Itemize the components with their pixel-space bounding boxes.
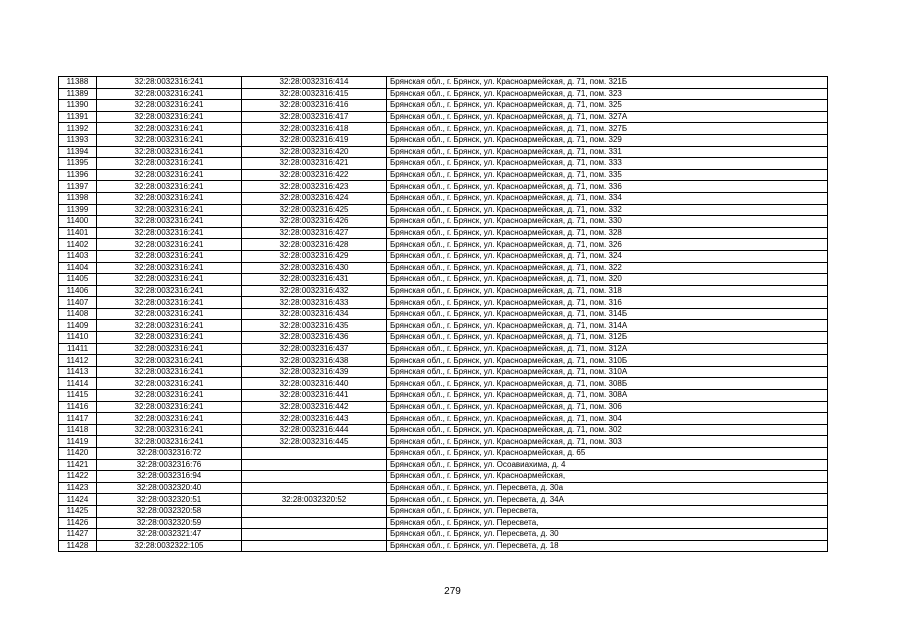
table-row: [59, 88, 828, 100]
address-cell: Брянская обл., г. Брянск, ул. Пересвета, д. 30: [387, 529, 828, 541]
table-row: [59, 505, 828, 517]
premises-cadastral-number-cell: 32:28:0032316:445: [242, 436, 387, 448]
row-number-cell: 11392: [59, 123, 97, 135]
premises-cadastral-number-cell: [242, 529, 387, 541]
table-row: [59, 192, 828, 204]
cadastral-number-cell: 32:28:0032316:241: [97, 285, 242, 297]
cadastral-number-cell: 32:28:0032316:241: [97, 227, 242, 239]
table-row: [59, 181, 828, 193]
cadastral-number-cell: 32:28:0032316:241: [97, 343, 242, 355]
premises-cadastral-number-cell: 32:28:0032316:432: [242, 285, 387, 297]
address-cell: Брянская обл., г. Брянск, ул. Красноармейская, д. 71, пом. 328: [387, 227, 828, 239]
address-cell: Брянская обл., г. Брянск, ул. Красноармейская, д. 71, пом. 320: [387, 274, 828, 286]
table-row: [59, 494, 828, 506]
address-cell: Брянская обл., г. Брянск, ул. Красноармейская, д. 71, пом. 333: [387, 158, 828, 170]
address-cell: Брянская обл., г. Брянск, ул. Красноармейская, д. 71, пом. 326: [387, 239, 828, 251]
table-row: [59, 436, 828, 448]
cadastral-number-cell: 32:28:0032316:241: [97, 274, 242, 286]
table-row: [59, 482, 828, 494]
table-row: [59, 320, 828, 332]
cadastral-number-cell: 32:28:0032316:241: [97, 424, 242, 436]
row-number-cell: 11409: [59, 320, 97, 332]
address-cell: Брянская обл., г. Брянск, ул. Пересвета, д. 18: [387, 540, 828, 552]
address-cell: Брянская обл., г. Брянск, ул. Красноармейская, д. 71, пом. 312А: [387, 343, 828, 355]
table-row: [59, 285, 828, 297]
premises-cadastral-number-cell: 32:28:0032316:419: [242, 134, 387, 146]
premises-cadastral-number-cell: 32:28:0032316:431: [242, 274, 387, 286]
address-cell: Брянская обл., г. Брянск, ул. Красноармейская, д. 71, пом. 302: [387, 424, 828, 436]
table-row: [59, 123, 828, 135]
cadastral-number-cell: 32:28:0032320:40: [97, 482, 242, 494]
table-row: [59, 413, 828, 425]
premises-cadastral-number-cell: [242, 471, 387, 483]
premises-cadastral-number-cell: 32:28:0032316:423: [242, 181, 387, 193]
cadastral-number-cell: 32:28:0032316:241: [97, 390, 242, 402]
address-cell: Брянская обл., г. Брянск, ул. Пересвета, д. 30а: [387, 482, 828, 494]
row-number-cell: 11418: [59, 424, 97, 436]
address-cell: Брянская обл., г. Брянск, ул. Пересвета,: [387, 517, 828, 529]
table-row: [59, 146, 828, 158]
premises-cadastral-number-cell: 32:28:0032316:435: [242, 320, 387, 332]
cadastral-number-cell: 32:28:0032316:241: [97, 320, 242, 332]
premises-cadastral-number-cell: 32:28:0032316:430: [242, 262, 387, 274]
address-cell: Брянская обл., г. Брянск, ул. Красноармейская, д. 71, пом. 308Б: [387, 378, 828, 390]
premises-cadastral-number-cell: [242, 517, 387, 529]
premises-cadastral-number-cell: [242, 448, 387, 460]
address-cell: Брянская обл., г. Брянск, ул. Красноармейская, д. 71, пом. 327Б: [387, 123, 828, 135]
address-cell: Брянская обл., г. Брянск, ул. Красноармейская, д. 71, пом. 308А: [387, 390, 828, 402]
row-number-cell: 11410: [59, 332, 97, 344]
table-row: [59, 401, 828, 413]
row-number-cell: 11426: [59, 517, 97, 529]
row-number-cell: 11393: [59, 134, 97, 146]
premises-cadastral-number-cell: 32:28:0032316:440: [242, 378, 387, 390]
address-cell: Брянская обл., г. Брянск, ул. Красноармейская, д. 71, пом. 322: [387, 262, 828, 274]
premises-cadastral-number-cell: 32:28:0032316:417: [242, 111, 387, 123]
row-number-cell: 11414: [59, 378, 97, 390]
premises-cadastral-number-cell: 32:28:0032316:421: [242, 158, 387, 170]
cadastral-number-cell: 32:28:0032316:241: [97, 239, 242, 251]
premises-cadastral-number-cell: 32:28:0032316:422: [242, 169, 387, 181]
premises-cadastral-number-cell: 32:28:0032316:441: [242, 390, 387, 402]
premises-cadastral-number-cell: [242, 459, 387, 471]
address-cell: Брянская обл., г. Брянск, ул. Красноармейская, д. 71, пом. 324: [387, 250, 828, 262]
address-cell: Брянская обл., г. Брянск, ул. Пересвета,: [387, 505, 828, 517]
table-row: [59, 459, 828, 471]
cadastral-number-cell: 32:28:0032322:105: [97, 540, 242, 552]
cadastral-number-cell: 32:28:0032316:94: [97, 471, 242, 483]
address-cell: Брянская обл., г. Брянск, ул. Красноармейская, д. 71, пом. 331: [387, 146, 828, 158]
row-number-cell: 11420: [59, 448, 97, 460]
premises-cadastral-number-cell: [242, 482, 387, 494]
premises-cadastral-number-cell: 32:28:0032316:438: [242, 355, 387, 367]
cadastral-number-cell: 32:28:0032316:241: [97, 204, 242, 216]
address-cell: Брянская обл., г. Брянск, ул. Красноармейская, д. 71, пом. 314Б: [387, 308, 828, 320]
row-number-cell: 11415: [59, 390, 97, 402]
cadastral-number-cell: 32:28:0032316:241: [97, 134, 242, 146]
table-row: [59, 239, 828, 251]
table-row: [59, 250, 828, 262]
address-cell: Брянская обл., г. Брянск, ул. Красноармейская, д. 71, пом. 310Б: [387, 355, 828, 367]
row-number-cell: 11416: [59, 401, 97, 413]
row-number-cell: 11390: [59, 100, 97, 112]
address-cell: Брянская обл., г. Брянск, ул. Красноармейская,: [387, 471, 828, 483]
cadastral-number-cell: 32:28:0032316:241: [97, 146, 242, 158]
cadastral-number-cell: 32:28:0032316:241: [97, 262, 242, 274]
cadastral-number-cell: 32:28:0032316:241: [97, 123, 242, 135]
table-row: [59, 262, 828, 274]
cadastral-number-cell: 32:28:0032320:51: [97, 494, 242, 506]
table-row: [59, 100, 828, 112]
row-number-cell: 11404: [59, 262, 97, 274]
cadastral-number-cell: 32:28:0032316:241: [97, 216, 242, 228]
row-number-cell: 11406: [59, 285, 97, 297]
premises-cadastral-number-cell: 32:28:0032316:428: [242, 239, 387, 251]
table-row: [59, 540, 828, 552]
address-cell: Брянская обл., г. Брянск, ул. Красноармейская, д. 71, пом. 330: [387, 216, 828, 228]
premises-cadastral-number-cell: 32:28:0032316:418: [242, 123, 387, 135]
premises-cadastral-number-cell: 32:28:0032316:437: [242, 343, 387, 355]
row-number-cell: 11402: [59, 239, 97, 251]
address-cell: Брянская обл., г. Брянск, ул. Красноармейская, д. 71, пом. 335: [387, 169, 828, 181]
premises-cadastral-number-cell: 32:28:0032316:414: [242, 77, 387, 89]
table-row: [59, 204, 828, 216]
premises-cadastral-number-cell: 32:28:0032316:443: [242, 413, 387, 425]
table-row: [59, 517, 828, 529]
premises-cadastral-number-cell: 32:28:0032316:420: [242, 146, 387, 158]
address-cell: Брянская обл., г. Брянск, ул. Красноармейская, д. 71, пом. 321Б: [387, 77, 828, 89]
premises-cadastral-number-cell: 32:28:0032316:415: [242, 88, 387, 100]
table-row: [59, 448, 828, 460]
row-number-cell: 11394: [59, 146, 97, 158]
cadastral-number-cell: 32:28:0032316:241: [97, 378, 242, 390]
row-number-cell: 11407: [59, 297, 97, 309]
cadastral-number-cell: 32:28:0032316:241: [97, 77, 242, 89]
cadastral-number-cell: 32:28:0032316:241: [97, 436, 242, 448]
premises-cadastral-number-cell: 32:28:0032316:434: [242, 308, 387, 320]
table-row: [59, 216, 828, 228]
table-row: [59, 158, 828, 170]
table-row: [59, 471, 828, 483]
cadastral-number-cell: 32:28:0032316:241: [97, 169, 242, 181]
cadastral-number-cell: 32:28:0032320:58: [97, 505, 242, 517]
registry-table: [58, 76, 828, 552]
premises-cadastral-number-cell: [242, 505, 387, 517]
row-number-cell: 11425: [59, 505, 97, 517]
row-number-cell: 11389: [59, 88, 97, 100]
premises-cadastral-number-cell: 32:28:0032316:442: [242, 401, 387, 413]
table-row: [59, 134, 828, 146]
table-row: [59, 332, 828, 344]
premises-cadastral-number-cell: 32:28:0032316:433: [242, 297, 387, 309]
table-row: [59, 366, 828, 378]
cadastral-number-cell: 32:28:0032316:241: [97, 181, 242, 193]
cadastral-number-cell: 32:28:0032316:241: [97, 413, 242, 425]
premises-cadastral-number-cell: [242, 540, 387, 552]
row-number-cell: 11412: [59, 355, 97, 367]
address-cell: Брянская обл., г. Брянск, ул. Красноармейская, д. 71, пом. 325: [387, 100, 828, 112]
address-cell: Брянская обл., г. Брянск, ул. Красноармейская, д. 71, пом. 304: [387, 413, 828, 425]
table-row: [59, 529, 828, 541]
cadastral-number-cell: 32:28:0032316:241: [97, 111, 242, 123]
cadastral-number-cell: 32:28:0032316:241: [97, 401, 242, 413]
table-row: [59, 111, 828, 123]
table-row: [59, 424, 828, 436]
cadastral-number-cell: 32:28:0032316:241: [97, 297, 242, 309]
premises-cadastral-number-cell: 32:28:0032320:52: [242, 494, 387, 506]
premises-cadastral-number-cell: 32:28:0032316:425: [242, 204, 387, 216]
row-number-cell: 11408: [59, 308, 97, 320]
address-cell: Брянская обл., г. Брянск, ул. Красноармейская, д. 71, пом. 310А: [387, 366, 828, 378]
address-cell: Брянская обл., г. Брянск, ул. Красноармейская, д. 71, пом. 314А: [387, 320, 828, 332]
registry-body: [59, 77, 828, 552]
cadastral-number-cell: 32:28:0032316:241: [97, 158, 242, 170]
table-row: [59, 274, 828, 286]
table-row: [59, 390, 828, 402]
row-number-cell: 11427: [59, 529, 97, 541]
address-cell: Брянская обл., г. Брянск, ул. Красноармейская, д. 71, пом. 303: [387, 436, 828, 448]
address-cell: Брянская обл., г. Брянск, ул. Красноармейская, д. 71, пом. 312Б: [387, 332, 828, 344]
cadastral-number-cell: 32:28:0032316:241: [97, 332, 242, 344]
row-number-cell: 11422: [59, 471, 97, 483]
premises-cadastral-number-cell: 32:28:0032316:416: [242, 100, 387, 112]
table-row: [59, 378, 828, 390]
address-cell: Брянская обл., г. Брянск, ул. Осоавиахима, д. 4: [387, 459, 828, 471]
premises-cadastral-number-cell: 32:28:0032316:426: [242, 216, 387, 228]
address-cell: Брянская обл., г. Брянск, ул. Пересвета, д. 34А: [387, 494, 828, 506]
premises-cadastral-number-cell: 32:28:0032316:427: [242, 227, 387, 239]
table-row: [59, 227, 828, 239]
premises-cadastral-number-cell: 32:28:0032316:439: [242, 366, 387, 378]
table-row: [59, 355, 828, 367]
row-number-cell: 11398: [59, 192, 97, 204]
row-number-cell: 11397: [59, 181, 97, 193]
row-number-cell: 11421: [59, 459, 97, 471]
premises-cadastral-number-cell: 32:28:0032316:436: [242, 332, 387, 344]
row-number-cell: 11424: [59, 494, 97, 506]
table-row: [59, 169, 828, 181]
table-row: [59, 308, 828, 320]
cadastral-number-cell: 32:28:0032321:47: [97, 529, 242, 541]
address-cell: Брянская обл., г. Брянск, ул. Красноармейская, д. 71, пом. 329: [387, 134, 828, 146]
cadastral-number-cell: 32:28:0032316:241: [97, 250, 242, 262]
cadastral-number-cell: 32:28:0032316:241: [97, 366, 242, 378]
row-number-cell: 11401: [59, 227, 97, 239]
table-row: [59, 77, 828, 89]
row-number-cell: 11400: [59, 216, 97, 228]
row-number-cell: 11388: [59, 77, 97, 89]
address-cell: Брянская обл., г. Брянск, ул. Красноармейская, д. 71, пом. 316: [387, 297, 828, 309]
cadastral-number-cell: 32:28:0032316:241: [97, 308, 242, 320]
row-number-cell: 11423: [59, 482, 97, 494]
premises-cadastral-number-cell: 32:28:0032316:429: [242, 250, 387, 262]
address-cell: Брянская обл., г. Брянск, ул. Красноармейская, д. 71, пом. 332: [387, 204, 828, 216]
address-cell: Брянская обл., г. Брянск, ул. Красноармейская, д. 71, пом. 318: [387, 285, 828, 297]
address-cell: Брянская обл., г. Брянск, ул. Красноармейская, д. 71, пом. 336: [387, 181, 828, 193]
row-number-cell: 11396: [59, 169, 97, 181]
page-number: 279: [444, 586, 461, 597]
row-number-cell: 11411: [59, 343, 97, 355]
row-number-cell: 11405: [59, 274, 97, 286]
cadastral-number-cell: 32:28:0032316:72: [97, 448, 242, 460]
cadastral-number-cell: 32:28:0032316:241: [97, 192, 242, 204]
row-number-cell: 11428: [59, 540, 97, 552]
address-cell: Брянская обл., г. Брянск, ул. Красноармейская, д. 71, пом. 334: [387, 192, 828, 204]
table-row: [59, 343, 828, 355]
row-number-cell: 11403: [59, 250, 97, 262]
row-number-cell: 11419: [59, 436, 97, 448]
row-number-cell: 11417: [59, 413, 97, 425]
row-number-cell: 11395: [59, 158, 97, 170]
address-cell: Брянская обл., г. Брянск, ул. Красноармейская, д. 71, пом. 327А: [387, 111, 828, 123]
cadastral-number-cell: 32:28:0032316:241: [97, 355, 242, 367]
row-number-cell: 11413: [59, 366, 97, 378]
cadastral-number-cell: 32:28:0032316:76: [97, 459, 242, 471]
address-cell: Брянская обл., г. Брянск, ул. Красноармейская, д. 71, пом. 323: [387, 88, 828, 100]
cadastral-number-cell: 32:28:0032316:241: [97, 100, 242, 112]
address-cell: Брянская обл., г. Брянск, ул. Красноармейская, д. 71, пом. 306: [387, 401, 828, 413]
row-number-cell: 11391: [59, 111, 97, 123]
table-row: [59, 297, 828, 309]
address-cell: Брянская обл., г. Брянск, ул. Красноармейская, д. 65: [387, 448, 828, 460]
premises-cadastral-number-cell: 32:28:0032316:424: [242, 192, 387, 204]
row-number-cell: 11399: [59, 204, 97, 216]
cadastral-number-cell: 32:28:0032320:59: [97, 517, 242, 529]
cadastral-number-cell: 32:28:0032316:241: [97, 88, 242, 100]
premises-cadastral-number-cell: 32:28:0032316:444: [242, 424, 387, 436]
